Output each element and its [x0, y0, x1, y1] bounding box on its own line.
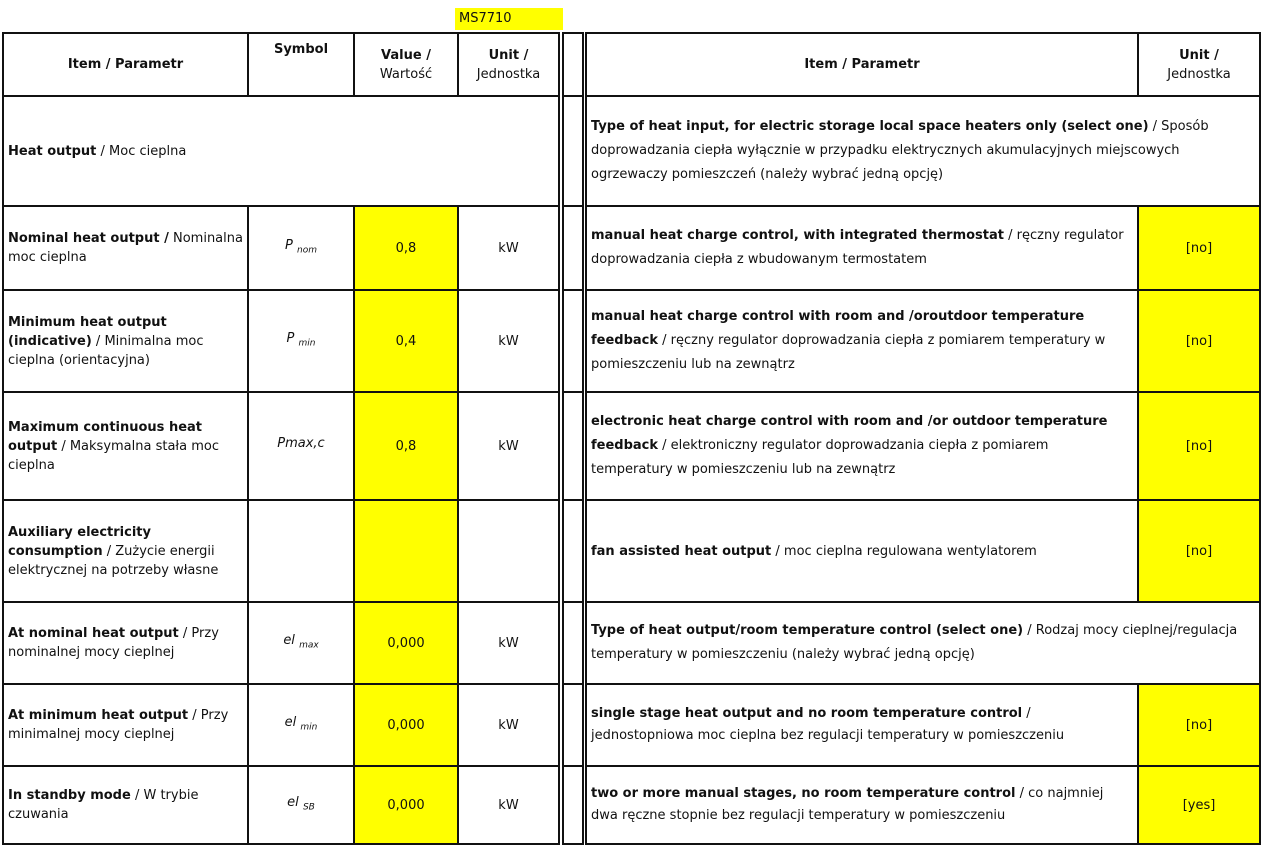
symbol-cell [248, 392, 354, 500]
unit-cell: [no] [1138, 290, 1260, 392]
unit-cell: [no] [1138, 684, 1260, 766]
spacer-cell [563, 96, 583, 206]
item-rest: / W trybie czuwania [8, 788, 199, 822]
unit-cell: kW [458, 602, 559, 684]
symbol-main: P [286, 330, 295, 346]
header-unit-line2: Jednostka [476, 66, 541, 82]
header-item: Item / Parametr [586, 33, 1138, 96]
value-cell: 0,8 [354, 392, 458, 500]
item-cell [3, 602, 248, 684]
section-heat-output [3, 96, 559, 206]
spacer-cell [563, 206, 583, 290]
symbol-main: P [285, 237, 293, 253]
table-row [3, 206, 559, 290]
item-bold: At nominal heat output [8, 626, 179, 641]
unit-cell: [no] [1138, 206, 1260, 290]
symbol-main: el [287, 794, 299, 810]
item-rest: / ręczny regulator doprowadzania ciepła z pomiarem temperatury w pomieszczeniu lub na zewnątrz [591, 333, 1106, 372]
table-row [586, 766, 1260, 844]
spacer-cell [563, 290, 583, 392]
unit-cell: kW [458, 766, 559, 844]
item-bold: two or more manual stages, no room temperature control [591, 786, 1016, 801]
table-row [3, 684, 559, 766]
unit-cell: kW [458, 392, 559, 500]
table-row [586, 500, 1260, 602]
item-bold: single stage heat output and no room temperature control [591, 706, 1023, 721]
table-row [586, 206, 1260, 290]
item-cell [3, 290, 248, 392]
value-cell: 0,000 [354, 684, 458, 766]
item-rest: / Maksymalna stała moc cieplna [8, 438, 219, 473]
section-bold: Type of heat input, for electric storage local space heaters only (select one) [591, 119, 1149, 134]
section-heat-output-control [586, 602, 1260, 684]
section-bold: Heat output [8, 143, 97, 159]
unit-cell [458, 500, 559, 602]
item-rest: / moc cieplna regulowana wentylatorem [771, 543, 1037, 559]
item-rest: Nominalna moc cieplna [8, 231, 243, 265]
unit-cell: [yes] [1138, 766, 1260, 844]
section-heat-input-type [586, 96, 1260, 206]
item-cell [586, 290, 1138, 392]
left-header-row [3, 33, 559, 96]
right-header-row [586, 33, 1260, 96]
item-cell [586, 206, 1138, 290]
symbol-sub: nom [297, 245, 317, 256]
spacer-cell [563, 766, 583, 844]
header-value [354, 33, 458, 96]
right-section2-row [586, 602, 1260, 684]
spacer-cell [563, 33, 583, 96]
spacer-cell [563, 392, 583, 500]
spacer-column [562, 32, 584, 845]
table-row [586, 684, 1260, 766]
table-row [586, 392, 1260, 500]
table-row [3, 500, 559, 602]
model-label: MS7710 [455, 8, 563, 30]
table-row [3, 602, 559, 684]
item-cell [3, 500, 248, 602]
item-bold: Auxiliary electricity consumption [8, 524, 151, 559]
header-value-line1: Value / [381, 47, 431, 63]
symbol-sub: min [300, 722, 318, 733]
section-rest: / Rodzaj mocy cieplnej/regulacja temperatury w pomieszczeniu (należy wybrać jedną opcję) [591, 623, 1238, 662]
table-row [3, 290, 559, 392]
value-cell: 0,000 [354, 602, 458, 684]
table-row [3, 766, 559, 844]
section-rest: / Moc cieplna [96, 143, 187, 159]
unit-cell: [no] [1138, 500, 1260, 602]
item-bold: Nominal heat output / [8, 231, 169, 246]
table-row [586, 290, 1260, 392]
item-rest: / Zużycie energii elektrycznej na potrzeby własne [8, 543, 219, 578]
header-value-line2: Wartość [379, 66, 433, 82]
header-symbol: Symbol [248, 33, 354, 96]
symbol-sub: SB [302, 802, 315, 813]
table-row [3, 392, 559, 500]
item-cell [3, 684, 248, 766]
unit-cell: kW [458, 206, 559, 290]
symbol-sub: max [299, 640, 319, 651]
item-cell [586, 392, 1138, 500]
left-parameter-table [2, 32, 560, 845]
symbol-cell [248, 290, 354, 392]
header-unit-line2: Jednostka [1167, 66, 1231, 82]
item-rest: / co najmniej dwa ręczne stopnie bez regulacji temperatury w pomieszczeniu [591, 786, 1104, 823]
symbol-main: el [284, 714, 297, 730]
item-rest: / Przy nominalnej mocy cieplnej [8, 626, 219, 660]
header-unit [1138, 33, 1260, 96]
value-cell: 0,8 [354, 206, 458, 290]
section-rest: / Sposób doprowadzania ciepła wyłącznie w przypadku elektrycznych akumulacyjnych miejscowych ogrzewaczy pomieszczeń (należy wybrać jedną opcję) [591, 119, 1209, 182]
item-cell [586, 766, 1138, 844]
spacer-cell [563, 500, 583, 602]
item-rest: / Przy minimalnej mocy cieplnej [8, 708, 229, 742]
item-cell [3, 392, 248, 500]
symbol-cell [248, 766, 354, 844]
item-bold: fan assisted heat output [591, 543, 772, 559]
right-section-row [586, 96, 1260, 206]
item-cell [3, 766, 248, 844]
symbol-main: Pmax,c [277, 435, 325, 451]
spacer-cell [563, 602, 583, 684]
item-bold: Minimum heat output (indicative) [8, 314, 167, 349]
symbol-sub: min [298, 338, 316, 349]
item-rest: / jednostopniowa moc cieplna bez regulacji temperatury w pomieszczeniu [591, 706, 1065, 743]
unit-cell: kW [458, 684, 559, 766]
symbol-cell [248, 602, 354, 684]
header-unit-line1: Unit / [488, 47, 529, 63]
symbol-cell [248, 684, 354, 766]
item-rest: / elektroniczny regulator doprowadzania ciepła z pomiarem temperatury w pomieszczeniu lub na zewnątrz [591, 438, 1049, 477]
item-rest: / Minimalna moc cieplna (orientacyjna) [8, 333, 204, 368]
item-bold: manual heat charge control with room and /oroutdoor temperature feedback [591, 309, 1085, 348]
value-cell: 0,000 [354, 766, 458, 844]
header-unit-line1: Unit / [1179, 47, 1219, 63]
item-rest: / ręczny regulator doprowadzania ciepła z wbudowanym termostatem [591, 228, 1124, 267]
left-section-row [3, 96, 559, 206]
header-item: Item / Parametr [3, 33, 248, 96]
section-bold: Type of heat output/room temperature control (select one) [591, 623, 1024, 638]
item-bold: Maximum continuous heat output [8, 419, 203, 454]
right-parameter-table [585, 32, 1261, 845]
item-bold: In standby mode [8, 788, 131, 803]
symbol-main: el [283, 632, 295, 648]
item-cell [586, 684, 1138, 766]
unit-cell: kW [458, 290, 559, 392]
spacer-cell [563, 684, 583, 766]
item-cell [586, 500, 1138, 602]
item-bold: electronic heat charge control with room and /or outdoor temperature feedback [591, 414, 1108, 453]
header-unit [458, 33, 559, 96]
symbol-cell [248, 206, 354, 290]
symbol-cell [248, 500, 354, 602]
value-cell: 0,4 [354, 290, 458, 392]
value-cell [354, 500, 458, 602]
item-cell [3, 206, 248, 290]
item-bold: At minimum heat output [8, 708, 189, 723]
item-bold: manual heat charge control, with integrated thermostat [591, 228, 1004, 243]
unit-cell: [no] [1138, 392, 1260, 500]
